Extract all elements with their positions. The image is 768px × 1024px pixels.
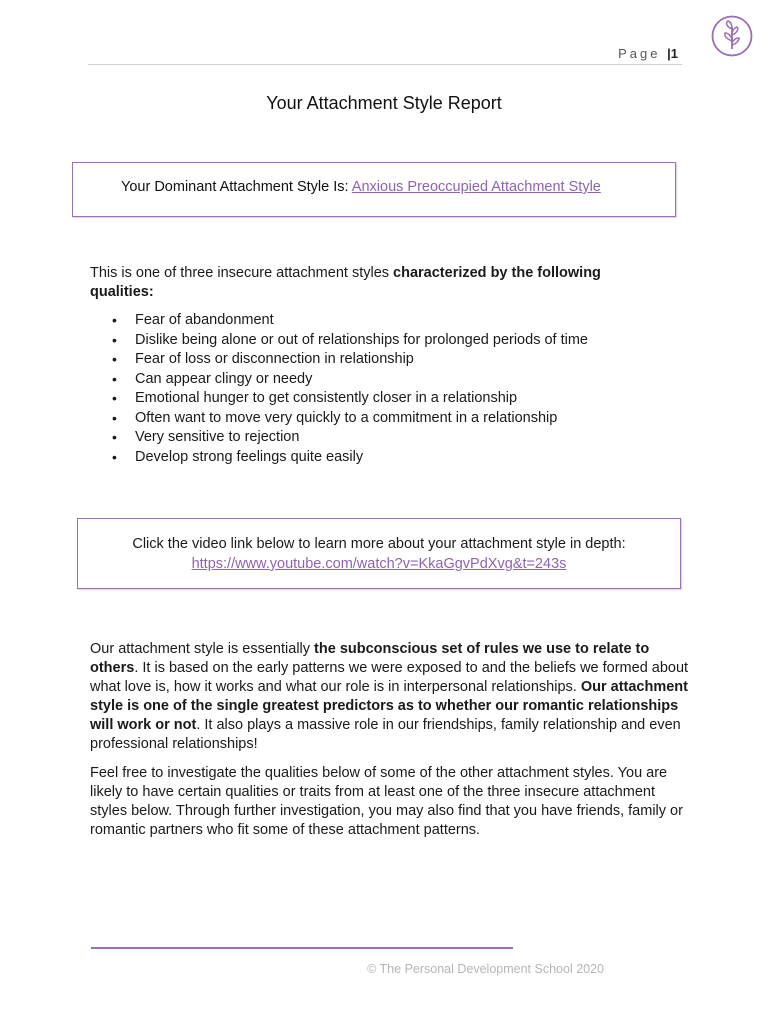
paragraph1-text-3: . It also plays a massive role in our friendships, family relationship and even professional relationships! [90, 717, 681, 752]
bullet-icon: • [112, 429, 117, 445]
bullet-icon: • [112, 312, 117, 328]
list-item-text: Often want to move very quickly to a commitment in a relationship [135, 409, 558, 426]
bullet-icon: • [112, 409, 117, 426]
intro-text: This is one of three insecure attachment styles [90, 265, 394, 281]
bullet-icon: • [112, 331, 117, 348]
paragraph1-text-1: Our attachment style is essentially [90, 641, 315, 657]
bullet-icon: • [112, 448, 117, 465]
video-link-line [78, 556, 680, 572]
paragraph1-bold-1: the subconscious set of rules we use to relate to others [90, 641, 650, 676]
list-item [90, 331, 690, 351]
paragraph1-text-2: . It is based on the early patterns we were exposed to and the beliefs we formed about what love is, how it works and what our role is in interpersonal relationships. [90, 660, 689, 695]
video-link-text: Click the video link below to learn more about your attachment style in depth: [132, 536, 626, 552]
bullet-icon: • [112, 351, 117, 367]
bullet-icon: • [112, 390, 117, 406]
list-item [90, 311, 690, 331]
dominant-style-label: Your Dominant Attachment Style Is: [121, 179, 349, 195]
list-item [90, 448, 690, 468]
list-item [90, 350, 690, 370]
investigate-paragraph: Feel free to investigate the qualities below of some of the other attachment styles. You are likely to have certain qualities or traits from at least one of the three insecure attachment styles below. Through further investigation, you may also find that you have friends, family or romantic partners who fit some of these attachment patterns. [90, 765, 683, 838]
list-item-text: Emotional hunger to get consistently closer in a relationship [135, 390, 518, 406]
attachment-style-paragraph [90, 640, 690, 754]
dominant-style-link[interactable]: Anxious Preoccupied Attachment Style [351, 179, 601, 195]
list-item [90, 389, 690, 409]
video-link-box [77, 518, 681, 589]
header-divider [88, 64, 682, 65]
tree-sprout-icon [711, 15, 753, 57]
page-title: Your Attachment Style Report [266, 93, 502, 113]
page-separator: | [667, 46, 671, 61]
intro-paragraph [90, 264, 650, 302]
list-item-text: Dislike being alone or out of relationships for prolonged periods of time [135, 331, 588, 348]
page-label: Page [618, 46, 661, 61]
list-item [90, 370, 690, 390]
paragraph1-bold-2: Our attachment style is one of the single greatest predictors as to whether our romantic relationships will work or not [90, 679, 688, 733]
dominant-style-line [121, 179, 601, 195]
list-item-text: Fear of abandonment [135, 312, 274, 328]
list-item-text: Fear of loss or disconnection in relationship [135, 351, 414, 367]
page-number [618, 46, 678, 61]
video-link[interactable]: https://www.youtube.com/watch?v=KkaGgvPdXvg&t=243s [191, 556, 567, 572]
list-item-text: Very sensitive to rejection [135, 429, 300, 445]
bullet-icon: • [112, 370, 117, 387]
page-number-value: 1 [670, 46, 678, 61]
footer-copyright: © The Personal Development School 2020 [367, 962, 604, 976]
list-item-text: Develop strong feelings quite easily [135, 448, 364, 465]
list-item [90, 428, 690, 448]
footer-divider [91, 947, 513, 949]
list-item [90, 409, 690, 429]
intro-bold-text: characterized by the following qualities: [90, 265, 601, 300]
list-item-text: Can appear clingy or needy [135, 370, 313, 387]
dominant-style-box [72, 162, 676, 217]
qualities-list [90, 311, 690, 467]
